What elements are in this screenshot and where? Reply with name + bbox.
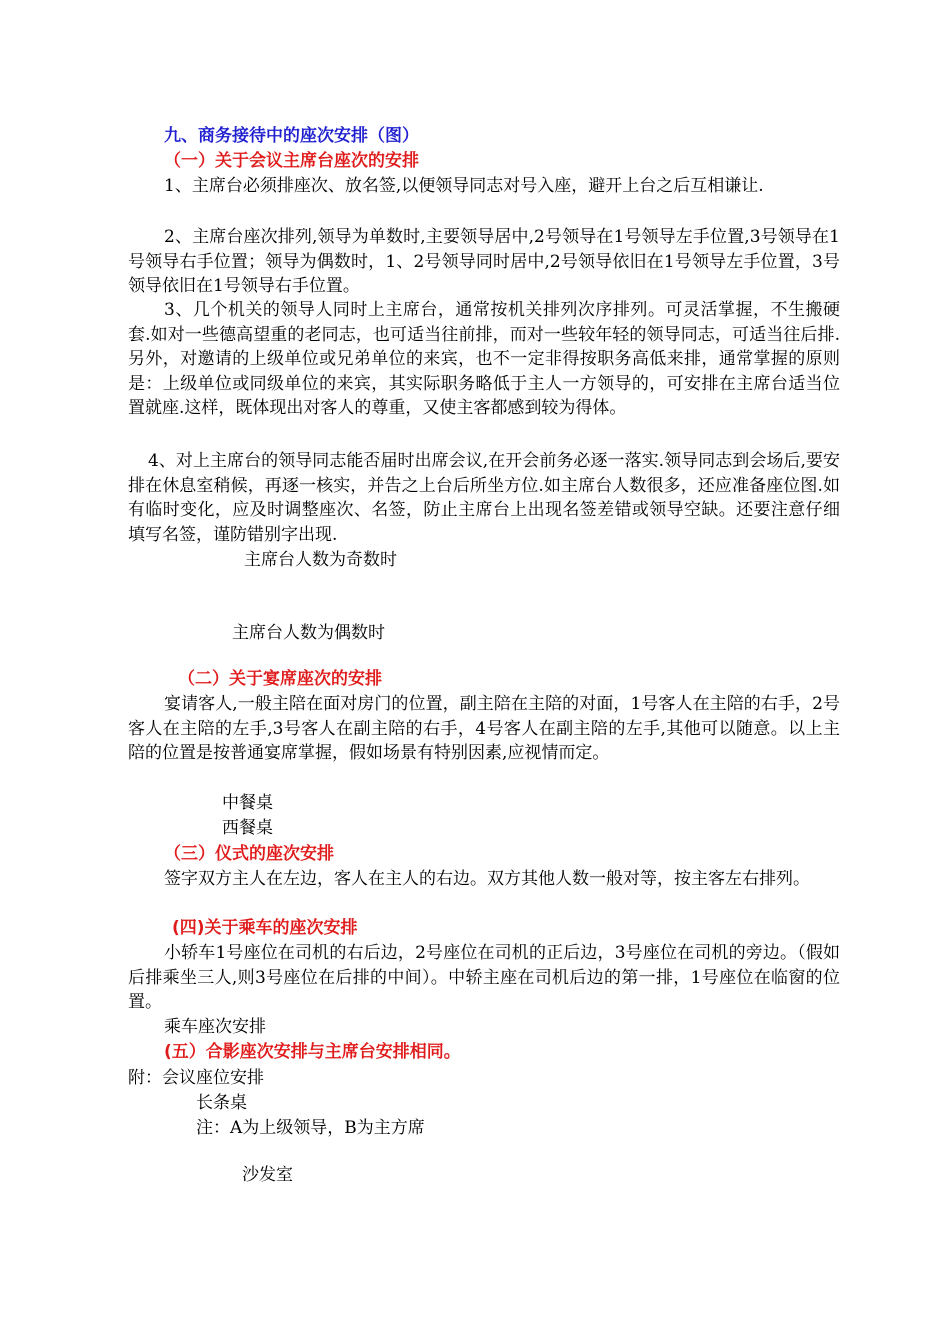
caption-sofa-room: 沙发室 (242, 1165, 293, 1185)
section-title: 九、商务接待中的座次安排（图） (164, 126, 419, 146)
caption-car-seating: 乘车座次安排 (164, 1017, 266, 1037)
sub2-paragraph-1: 宴请客人,一般主陪在面对房门的位置，副主陪在主陪的对面，1号客人在主陪的右手，2号客人在主陪的左手,3号客人在副主陪的右手，4号客人在副主陪的左手,其他可以随意。以上主陪的位置是按普通宴席掌握，假如场景有特别因素,应视情而定。 (128, 694, 840, 763)
sub1-paragraph-4: 4、对上主席台的领导同志能否届时出席会议,在开会前务必逐一落实.领导同志到会场后,要安排在休息室稍候，再逐一核实，并告之上台后所坐方位.如主席台人数很多，还应准备座位图.如有临时变化，应及时调整座次、名签，防止主席台上出现名签差错或领导空缺。还要注意仔细填写名签，谨防错别字出现. (128, 451, 840, 545)
sub4-paragraph-1: 小轿车1号座位在司机的右后边，2号座位在司机的正后边，3号座位在司机的旁边。（假如后排乘坐三人,则3号座位在后排的中间）。中轿主座在司机后边的第一排，1号座位在临窗的位置。 (128, 943, 840, 1012)
caption-chinese-table: 中餐桌 (222, 793, 273, 813)
sub3-paragraph-1: 签字双方主人在左边，客人在主人的右边。双方其他人数一般对等，按主客左右排列。 (164, 869, 810, 889)
sub1-paragraph-1: 1、主席台必须排座次、放名签,以便领导同志对号入座，避开上台之后互相谦让. (164, 176, 764, 196)
subsection-3-title: （三）仪式的座次安排 (164, 844, 334, 864)
caption-western-table: 西餐桌 (222, 818, 273, 838)
caption-long-table: 长条桌 (196, 1093, 247, 1113)
subsection-5-title: (五）合影座次安排与主席台安排相同。 (164, 1042, 461, 1062)
subsection-4-title: (四)关于乘车的座次安排 (172, 918, 358, 938)
caption-odd-dais: 主席台人数为奇数时 (244, 550, 397, 570)
subsection-1-title: （一）关于会议主席台座次的安排 (164, 151, 419, 171)
sub1-paragraph-2: 2、主席台座次排列,领导为单数时,主要领导居中,2号领导在1号领导左手位置,3号领导在1号领导右手位置；领导为偶数时，1、2号领导同时居中,2号领导依旧在1号领导左手位置，3号领导依旧在1号领导右手位置。 (128, 227, 840, 296)
caption-even-dais: 主席台人数为偶数时 (232, 623, 385, 643)
appendix-note: 注：A为上级领导，B为主方席 (196, 1118, 425, 1138)
sub1-paragraph-3: 3、几个机关的领导人同时上主席台，通常按机关排列次序排列。可灵活掌握，不生搬硬套.如对一些德高望重的老同志，也可适当往前排，而对一些较年轻的领导同志，可适当往后排.另外，对邀请的上级单位或兄弟单位的来宾，也不一定非得按职务高低来排，通常掌握的原则是：上级单位或同级单位的来宾，其实际职务略低于主人一方领导的，可安排在主席台适当位置就座.这样，既体现出对客人的尊重，又使主客都感到较为得体。 (128, 300, 840, 418)
appendix-label: 附：会议座位安排 (128, 1068, 264, 1088)
subsection-2-title: （二）关于宴席座次的安排 (178, 669, 382, 689)
